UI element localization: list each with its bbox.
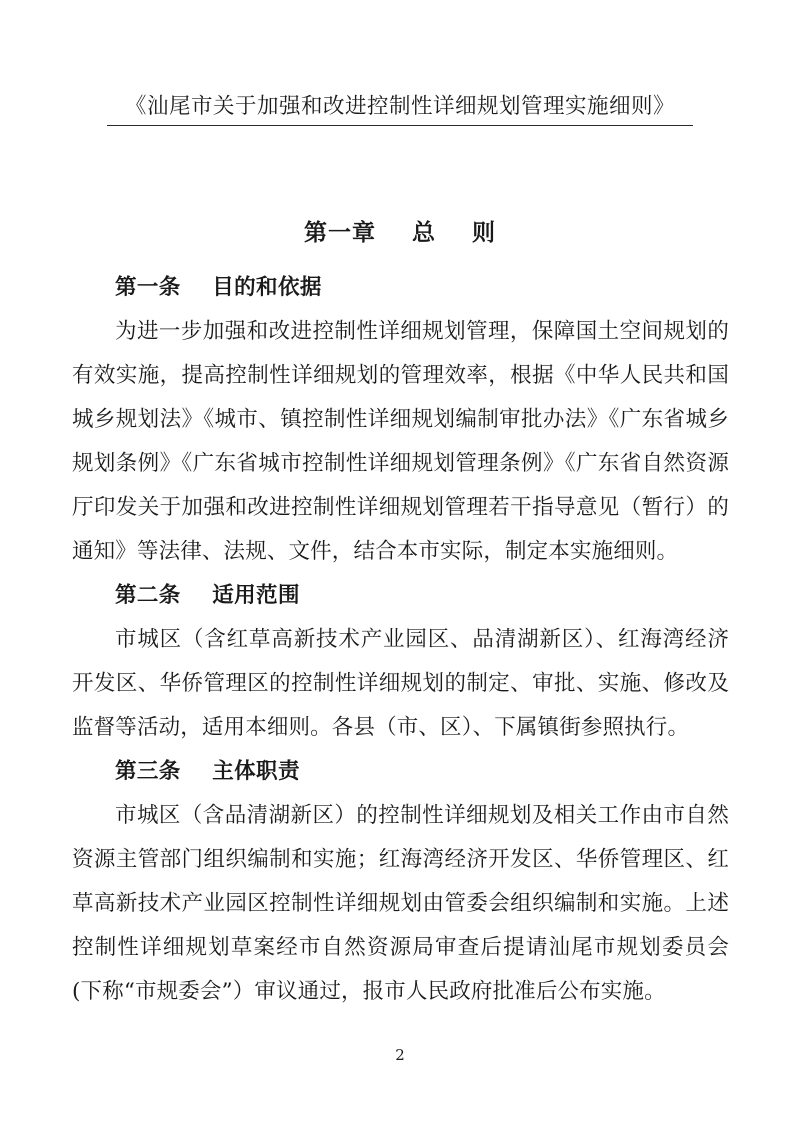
article-heading-2: 第二条 适用范围 [115, 583, 300, 608]
chapter-heading: 第一章 总 则 [303, 219, 497, 246]
article-paragraph-3: 市城区（含品清湖新区）的控制性详细规划及相关工作由市自然资源主管部门组织编制和实施；红海湾经济开发区、华侨管理区、红草高新技术产业园区控制性详细规划由管委会组织编制和实施。上述控制性详细规划草案经市自然资源局审查后提请汕尾市规划委员会(下称“市规委会”）审议通过，报市人民政府批准后公布实施。 [72, 803, 729, 1004]
article-block-3 [72, 750, 729, 1014]
document-title-container [0, 92, 800, 126]
article-paragraph-2: 市城区（含红草高新技术产业园区、品清湖新区）、红海湾经济开发区、华侨管理区的控制性详细规划的制定、审批、实施、修改及监督等活动，适用本细则。各县（市、区）、下属镇街参照执行。 [72, 627, 729, 740]
document-body [72, 266, 729, 1014]
article-paragraph-1: 为进一步加强和改进控制性详细规划管理，保障国土空间规划的有效实施，提高控制性详细规划的管理效率，根据《中华人民共和国城乡规划法》《城市、镇控制性详细规划编制审批办法》《广东省城乡规划条例》《广东省城市控制性详细规划管理条例》《广东省自然资源厅印发关于加强和改进控制性详细规划管理若干指导意见（暂行）的通知》等法律、法规、文件，结合本市实际，制定本实施细则。 [72, 319, 729, 564]
page-number: 2 [395, 1046, 405, 1064]
article-heading-3: 第三条 主体职责 [115, 759, 300, 784]
article-heading-1: 第一条 目的和依据 [115, 275, 322, 300]
article-block-1 [72, 266, 729, 574]
document-title: 《汕尾市关于加强和改进控制性详细规划管理实施细则》 [107, 92, 693, 126]
article-block-2 [72, 574, 729, 750]
